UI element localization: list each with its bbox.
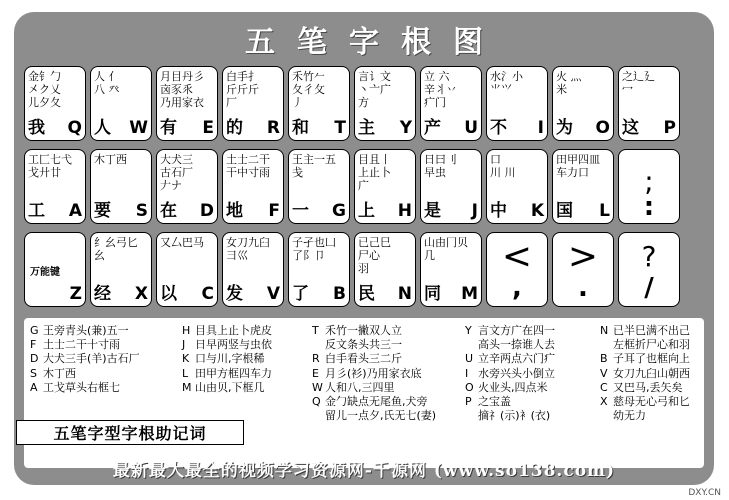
punct-slash: / <box>644 273 654 303</box>
mnemonic-line <box>30 381 140 395</box>
key-char: 国 <box>556 201 573 221</box>
mnemonic-column-1 <box>30 324 140 395</box>
mnemonic-text: 土士二干十寸雨 <box>43 338 120 352</box>
key-letter: S <box>135 201 148 221</box>
key-letter: X <box>134 284 148 304</box>
mnemonic-text: 留儿一点夕,氏无七(妻) <box>325 409 437 423</box>
mnemonic-code: K <box>182 352 190 366</box>
mnemonic-code: J <box>182 338 186 352</box>
key-comma <box>486 232 548 307</box>
mnemonic-line <box>312 367 436 381</box>
key-e <box>156 66 218 141</box>
key-char: 同 <box>424 284 441 304</box>
mnemonic-code: E <box>312 366 319 380</box>
key-char: 和 <box>292 118 309 138</box>
key-letter: P <box>663 118 676 138</box>
mnemonic-line <box>600 381 690 395</box>
key-char: 的 <box>226 118 243 138</box>
key-z <box>24 232 86 307</box>
key-char: 经 <box>94 284 111 304</box>
key-char: 要 <box>94 201 111 221</box>
punct-question: ? <box>641 240 657 273</box>
punct-period: . <box>578 273 588 303</box>
mnemonic-text: 之宝盖 <box>478 395 511 409</box>
key-char: 这 <box>622 118 639 138</box>
mnemonic-line <box>312 395 436 409</box>
key-letter: M <box>461 284 478 304</box>
mnemonic-line <box>465 367 555 381</box>
key-letter: R <box>266 118 280 138</box>
mnemonic-text: 摘礻(示)衤(衣) <box>478 409 551 423</box>
mnemonic-line <box>182 367 272 381</box>
mnemonic-line <box>30 352 140 366</box>
mnemonic-text: 目具上止卜虎皮 <box>195 324 272 337</box>
mnemonic-line <box>600 324 690 338</box>
mnemonic-code: Y <box>465 324 472 337</box>
mnemonic-line <box>465 352 555 366</box>
mnemonic-line <box>312 409 436 423</box>
mnemonic-column-4 <box>465 324 555 423</box>
mnemonic-code: H <box>182 324 191 337</box>
key-letter: D <box>199 201 214 221</box>
mnemonic-text: 日早两竖与虫依 <box>195 338 272 352</box>
key-letter: E <box>202 118 214 138</box>
mnemonic-text: 田甲方框四车力 <box>195 366 272 380</box>
key-char: 我 <box>28 118 45 138</box>
mnemonic-text: 山由贝,下框几 <box>195 380 265 394</box>
mnemonic-line <box>30 367 140 381</box>
key-letter: O <box>595 118 610 138</box>
mnemonic-text: 水旁兴头小倒立 <box>478 366 555 380</box>
key-u <box>420 66 482 141</box>
mnemonic-code: V <box>600 366 608 380</box>
key-char: 为 <box>556 118 573 138</box>
mnemonic-code: L <box>182 366 189 380</box>
key-char: 产 <box>424 118 441 138</box>
key-w <box>90 66 152 141</box>
key-char: 不 <box>490 118 507 138</box>
key-letter: F <box>268 201 280 221</box>
key-roots: 又厶巴马 <box>160 236 204 249</box>
mnemonic-text: 女刀九臼山朝西 <box>613 366 690 380</box>
key-char: 地 <box>226 201 243 221</box>
key-char: 人 <box>94 118 111 138</box>
key-char: 中 <box>490 201 507 221</box>
key-letter: J <box>471 201 478 221</box>
key-period <box>552 232 614 307</box>
mnemonic-code: B <box>600 352 608 366</box>
key-p <box>618 66 680 141</box>
key-q <box>24 66 86 141</box>
mnemonic-code: O <box>465 380 474 394</box>
key-roots: 山由冂贝 几 <box>424 236 468 262</box>
key-roots: 日曰刂 早虫 <box>424 153 457 179</box>
key-letter: B <box>333 284 346 304</box>
mnemonic-text: 工戈草头右框七 <box>43 380 120 394</box>
key-letter: Z <box>69 284 82 304</box>
key-char: 主 <box>358 118 375 138</box>
mnemonic-text: 又巴马,丢矢矣 <box>613 380 683 394</box>
mnemonic-code: C <box>600 380 608 394</box>
mnemonic-code: F <box>30 338 37 352</box>
mnemonic-line <box>600 352 690 366</box>
mnemonic-code: D <box>30 352 39 366</box>
watermark: DXY.CN <box>688 488 721 498</box>
mnemonic-text: 言文方广在四一 <box>478 324 555 337</box>
mnemonic-code: I <box>465 366 469 380</box>
universal-key-label: 万能键 <box>30 267 60 278</box>
key-roots: 土士二干 干中寸雨 <box>226 153 270 179</box>
mnemonic-text: 幼无力 <box>613 409 646 423</box>
key-n <box>354 232 416 307</box>
mnemonic-text: 王旁青头(兼)五一 <box>43 324 129 337</box>
key-roots: 白手扌 斤斤斤 厂 <box>226 70 259 109</box>
mnemonic-text: 人和八,三四里 <box>325 380 395 394</box>
mnemonic-line <box>600 409 690 423</box>
key-roots: 王主一五 戋 <box>292 153 336 179</box>
key-f <box>222 149 284 224</box>
key-roots: 田甲四皿 车力口 <box>556 153 600 179</box>
key-g <box>288 149 350 224</box>
mnemonic-code: P <box>465 395 472 409</box>
key-x <box>90 232 152 307</box>
key-o <box>552 66 614 141</box>
key-letter: T <box>334 118 346 138</box>
title-bar <box>14 12 714 66</box>
key-t <box>288 66 350 141</box>
key-letter: Y <box>399 118 412 138</box>
mnemonic-line <box>465 395 555 409</box>
mnemonic-line <box>465 409 555 423</box>
mnemonic-line <box>600 395 690 409</box>
mnemonic-code: U <box>465 352 474 366</box>
mnemonic-text: 金勹缺点无尾鱼,犬旁 <box>325 395 428 409</box>
mnemonic-text: 左框折尸心和羽 <box>613 338 690 352</box>
key-a <box>24 149 86 224</box>
page-title: 五笔字根图 <box>245 25 505 60</box>
mnemonic-text: 立辛两点六门疒 <box>478 352 555 366</box>
key-letter: A <box>68 201 82 221</box>
key-letter: W <box>129 118 148 138</box>
key-letter: H <box>397 201 412 221</box>
key-roots: 子孑也凵 了阝卩 <box>292 236 336 262</box>
key-roots: 月目丹彡 㐫豕乑 乃用家衣 <box>160 70 204 109</box>
mnemonic-line <box>30 324 140 338</box>
key-r <box>222 66 284 141</box>
mnemonic-text: 高头一捺谁人去 <box>478 338 555 352</box>
mnemonic-title: 五笔字型字根助记词 <box>53 424 207 443</box>
mnemonic-line <box>465 381 555 395</box>
mnemonic-line <box>182 381 272 395</box>
mnemonic-text: 反文条头共三一 <box>325 338 402 352</box>
key-letter: C <box>201 284 214 304</box>
mnemonic-line <box>600 367 690 381</box>
key-letter: V <box>266 284 280 304</box>
mnemonic-line <box>312 338 436 352</box>
punct-semicolon: ; <box>644 165 654 198</box>
mnemonic-text: 禾竹一撇双人立 <box>325 324 402 337</box>
key-letter: I <box>537 118 544 138</box>
mnemonic-code: R <box>312 352 320 366</box>
key-b <box>288 232 350 307</box>
mnemonic-code: M <box>182 380 192 394</box>
mnemonic-code: X <box>600 395 608 409</box>
mnemonic-code: T <box>312 324 319 337</box>
mnemonic-text: 慈母无心弓和匕 <box>613 395 690 409</box>
key-roots: 火 灬 米 <box>556 70 582 96</box>
punct-comma: , <box>512 273 522 303</box>
mnemonic-column-3 <box>312 324 436 423</box>
mnemonic-line <box>30 338 140 352</box>
punct-greater-than: > <box>567 236 599 277</box>
key-char: 民 <box>358 284 375 304</box>
punct-colon: : <box>643 192 655 222</box>
key-letter: U <box>464 118 478 138</box>
mnemonic-code: G <box>30 324 39 337</box>
key-char: 了 <box>292 284 309 304</box>
mnemonic-line <box>312 381 436 395</box>
keyboard <box>24 66 704 316</box>
mnemonic-text: 白手看头三二斤 <box>325 352 402 366</box>
mnemonic-line <box>312 324 436 338</box>
key-roots: 大犬三 古石厂 𠂇ナ <box>160 153 193 192</box>
mnemonic-line <box>600 338 690 352</box>
key-l <box>552 149 614 224</box>
mnemonic-text: 口与川,字根稀 <box>195 352 265 366</box>
key-slash <box>618 232 680 307</box>
mnemonic-line <box>182 324 272 338</box>
key-char: 发 <box>226 284 243 304</box>
key-char: 一 <box>292 201 309 221</box>
key-c <box>156 232 218 307</box>
key-roots: 目且丨 上止卜 广 <box>358 153 391 192</box>
key-s <box>90 149 152 224</box>
key-char: 是 <box>424 201 441 221</box>
key-v <box>222 232 284 307</box>
mnemonic-line <box>182 352 272 366</box>
mnemonic-code: W <box>312 380 323 394</box>
key-char: 在 <box>160 201 177 221</box>
footer <box>14 440 714 485</box>
key-roots: 人 亻 八 癶 <box>94 70 120 96</box>
mnemonic-line <box>182 338 272 352</box>
mnemonic-text: 大犬三手(羊)古石厂 <box>43 352 140 366</box>
key-roots: 女刀九臼 彐巛 <box>226 236 270 262</box>
key-letter: L <box>599 201 610 221</box>
key-char: 工 <box>28 201 45 221</box>
key-roots: 木丁西 <box>94 153 127 166</box>
footer-text: 最新最大最全的视频学习资源网-千源网 (www.so138.com) <box>112 461 616 481</box>
key-roots: 之辶廴 冖 <box>622 70 655 96</box>
mnemonic-text: 子耳了也框向上 <box>613 352 690 366</box>
key-roots: 已己巳 尸心 羽 <box>358 236 391 275</box>
mnemonic-code: N <box>600 324 609 337</box>
key-m <box>420 232 482 307</box>
mnemonic-line <box>465 324 555 338</box>
key-k <box>486 149 548 224</box>
key-letter: G <box>332 201 346 221</box>
key-j <box>420 149 482 224</box>
mnemonic-line <box>465 338 555 352</box>
mnemonic-text: 木丁西 <box>43 366 76 380</box>
key-roots: 禾竹𠂉 夂彳攵 丿 <box>292 70 325 109</box>
key-h <box>354 149 416 224</box>
key-roots: 工匚七弋 戈廾廿 <box>28 153 72 179</box>
key-char: 以 <box>160 284 177 304</box>
mnemonic-code: Q <box>312 395 321 409</box>
key-letter: K <box>530 201 544 221</box>
key-i <box>486 66 548 141</box>
key-y <box>354 66 416 141</box>
key-roots: 口 川 川 <box>490 153 516 179</box>
key-d <box>156 149 218 224</box>
punct-less-than: < <box>501 236 533 277</box>
key-char: 上 <box>358 201 375 221</box>
mnemonic-column-5 <box>600 324 690 423</box>
mnemonic-column-2 <box>182 324 272 395</box>
chart-frame <box>14 12 714 485</box>
key-char: 有 <box>160 118 177 138</box>
mnemonic-text: 已半巳满不出己 <box>613 324 690 337</box>
key-roots: 水氵小 ⺌⺍ <box>490 70 523 96</box>
key-letter: Q <box>67 118 82 138</box>
mnemonic-line <box>312 352 436 366</box>
mnemonic-text: 火业头,四点米 <box>478 380 548 394</box>
mnemonic-code: S <box>30 366 37 380</box>
key-roots: 言讠文 丶亠广 方 <box>358 70 391 109</box>
key-roots: 纟幺弓匕 幺 <box>94 236 138 262</box>
mnemonic-code: A <box>30 380 38 394</box>
mnemonic-text: 月彡(衫)乃用家衣底 <box>325 366 422 380</box>
key-roots: 金钅勹 㐅ク乂 儿夕夂 <box>28 70 61 109</box>
key-letter: N <box>397 284 412 304</box>
key-semicolon <box>618 149 680 224</box>
key-roots: 立 六 辛丬丷 疒门 <box>424 70 457 109</box>
